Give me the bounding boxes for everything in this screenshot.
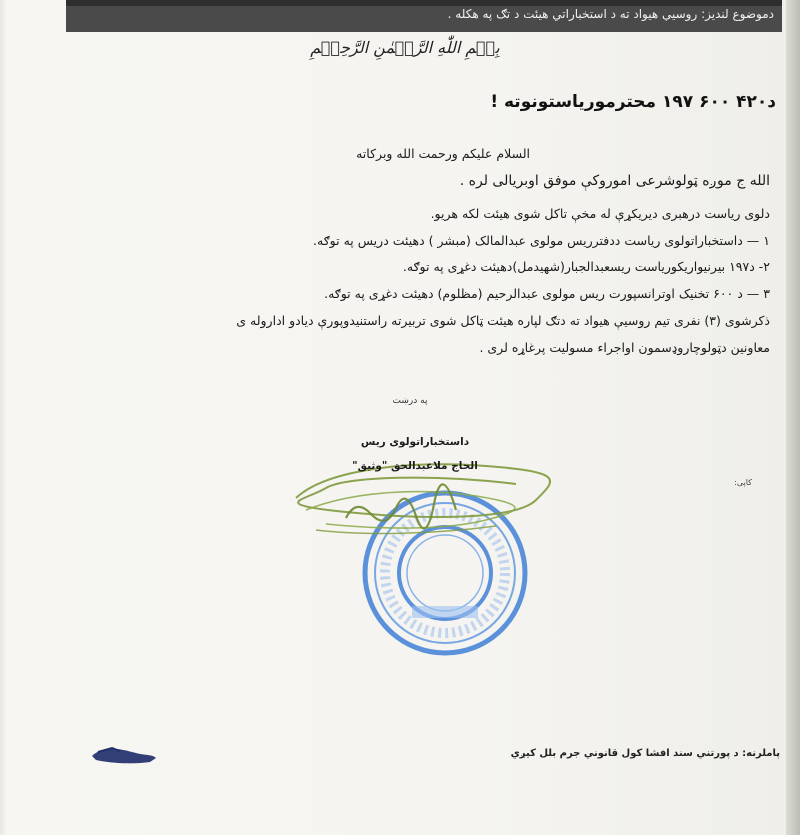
page-right-edge <box>786 0 800 835</box>
header-bar-strip <box>66 0 782 6</box>
paragraph-member-3: ۳ — د ۶۰۰ تخنیک اوترانسپورت ریس مولوی عبدالرحیم (مظلوم) دهیئت دغړی په توګه. <box>324 286 770 301</box>
paragraph-deputies: معاونین دټولوچاروډسمون اواجراء مسولیت پرغاړه لری . <box>479 340 770 355</box>
paragraph-member-1: ۱ — داستخباراتولوی ریاست ددفترریس مولوی عبدالمالک (مبشر ) دهیئت دریس په توګه. <box>313 233 770 248</box>
basmala: بِسۡمِ اللّٰهِ الرَّحۡمٰنِ الرَّحِیۡمِ <box>310 38 500 57</box>
paragraph-member-2: ۲- د۱۹۷ بیرنیواریکوریاست ریسعبدالجبار(شهیدمل)دهیئت دغړی په توګه. <box>402 259 770 274</box>
redaction-scribble-icon <box>88 740 160 770</box>
letter-heading: د۴۲۰ ۶۰۰ ۱۹۷ محترموریاستونوته ! <box>490 92 776 112</box>
confidentiality-notice: پاملرنه: د پورتني سند افشا کول قانوني جرم بلل کیږي <box>510 748 780 759</box>
signer-title: داستخباراتولوی ریس <box>360 436 470 448</box>
copy-label: کاپی: <box>734 478 752 487</box>
paragraph-team: ذکرشوی (۳) نفری تیم روسیې هیواد ته دتګ لپاره هیئت ټاکل شوی تربیرته راستنیدوپورې دیادو اداروله ی <box>236 313 770 328</box>
subject-line: دموضوع لندیز: روسیې هیواد ته د استخباراتي هیئت د تګ په هکله . <box>447 7 774 21</box>
page-left-edge <box>0 0 6 835</box>
signer-name: الحاج ملاعبدالحق "وثیق" <box>352 460 478 472</box>
paragraph-decision: دلوی ریاست درهبری دیریکړې له مخې تاکل شوی هیئت لکه هریو. <box>430 206 770 221</box>
paragraph-blessing: الله ج موږه ټولوشرعی اموروکې موفق اوبریالی لره . <box>459 173 770 189</box>
handwritten-signature <box>286 440 556 540</box>
by-order-label: په درښت <box>392 396 428 406</box>
greeting: السلام علیکم ورحمت الله وبرکاته <box>356 146 530 161</box>
